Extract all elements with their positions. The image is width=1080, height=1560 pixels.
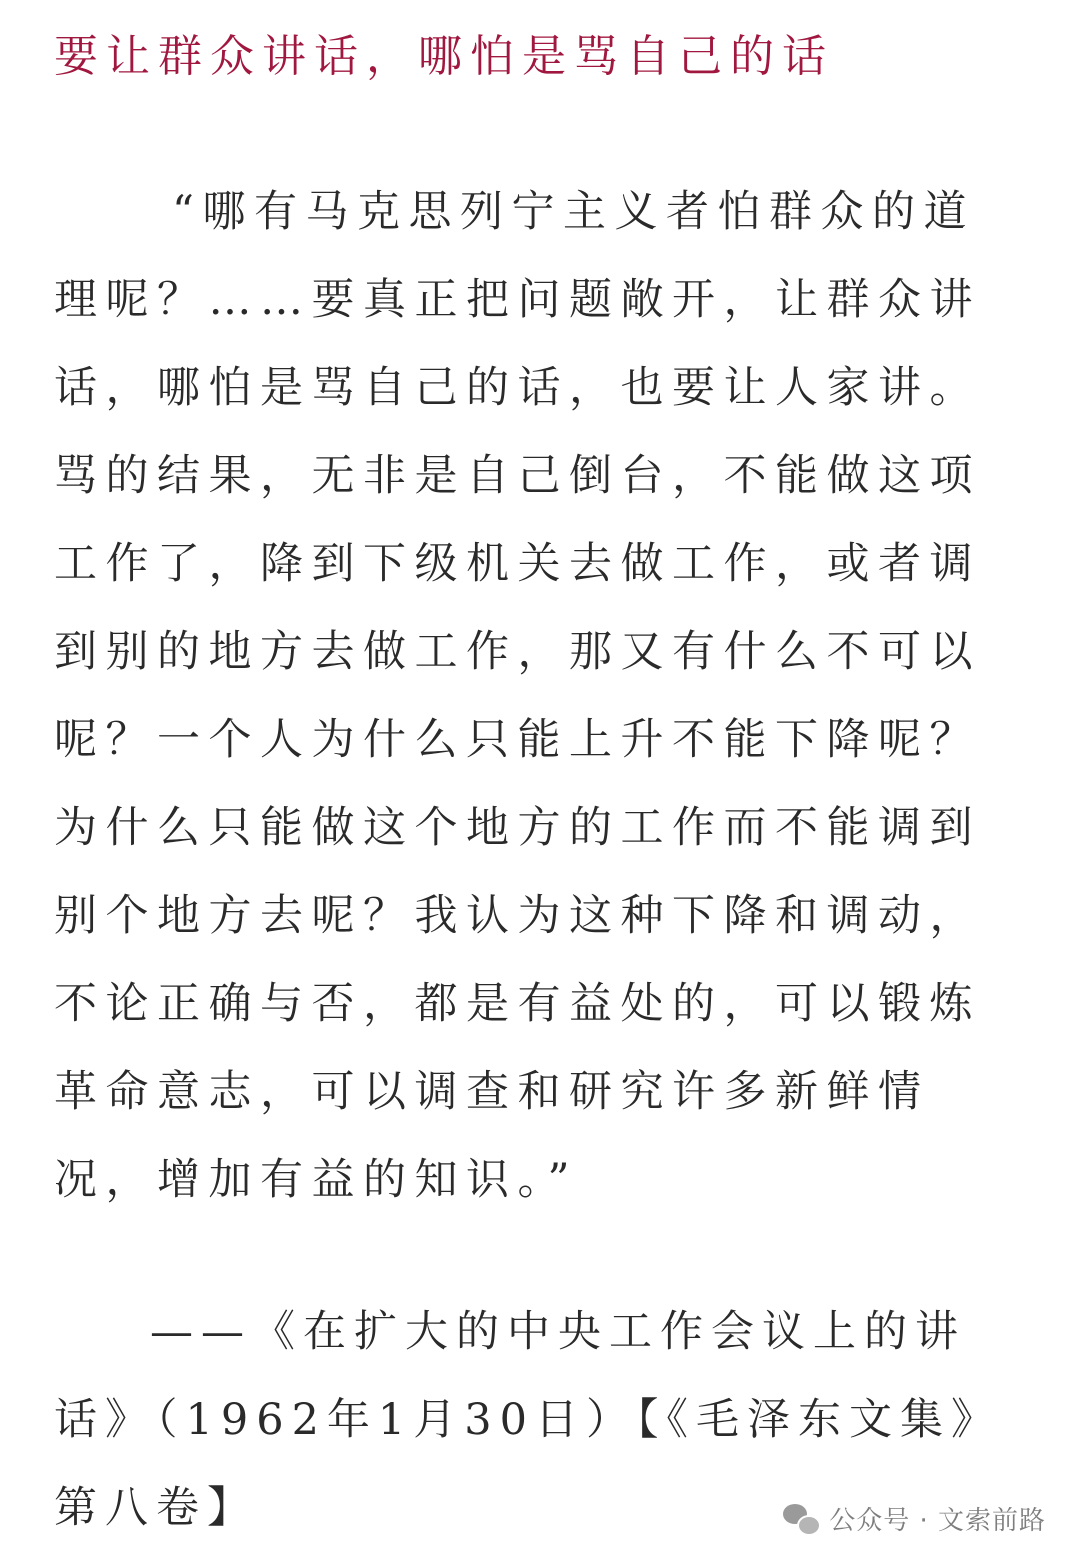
quote-line: 别个地方去呢？我认为这种下降和调动， [54,891,981,941]
quote-line: 理呢？……要真正把问题敞开，让群众讲 [54,275,981,325]
citation-line: ——《在扩大的中央工作会议上的讲 [150,1307,966,1357]
quote-line: 况，增加有益的知识。” [54,1155,578,1205]
quote-line: 革命意志，可以调查和研究许多新鲜情 [54,1067,930,1117]
quote-line: 骂的结果，无非是自己倒台，不能做这项 [54,451,981,501]
article-heading: 要让群众讲话，哪怕是骂自己的话 [54,31,834,82]
quote-line: 工作了，降到下级机关去做工作，或者调 [54,539,981,589]
quote-line: 呢？一个人为什么只能上升不能下降呢？ [54,715,981,765]
citation-line: 话》（1962年1月30日）【《毛泽东文集》 [54,1395,1003,1445]
quote-line: 到别的地方去做工作，那又有什么不可以 [54,627,981,677]
wechat-icon [783,1504,819,1534]
watermark-text: 公众号 · 文索前路 [829,1506,1046,1536]
watermark [783,1500,1046,1537]
citation-line: 第八卷】 [54,1483,258,1533]
quote-block [54,176,1029,1232]
quote-line: 话，哪怕是骂自己的话，也要让人家讲。 [54,363,981,413]
quote-line: 为什么只能做这个地方的工作而不能调到 [54,803,981,853]
quote-line: “哪有马克思列宁主义者怕群众的道 [172,187,975,237]
quote-line: 不论正确与否，都是有益处的，可以锻炼 [54,979,981,1029]
